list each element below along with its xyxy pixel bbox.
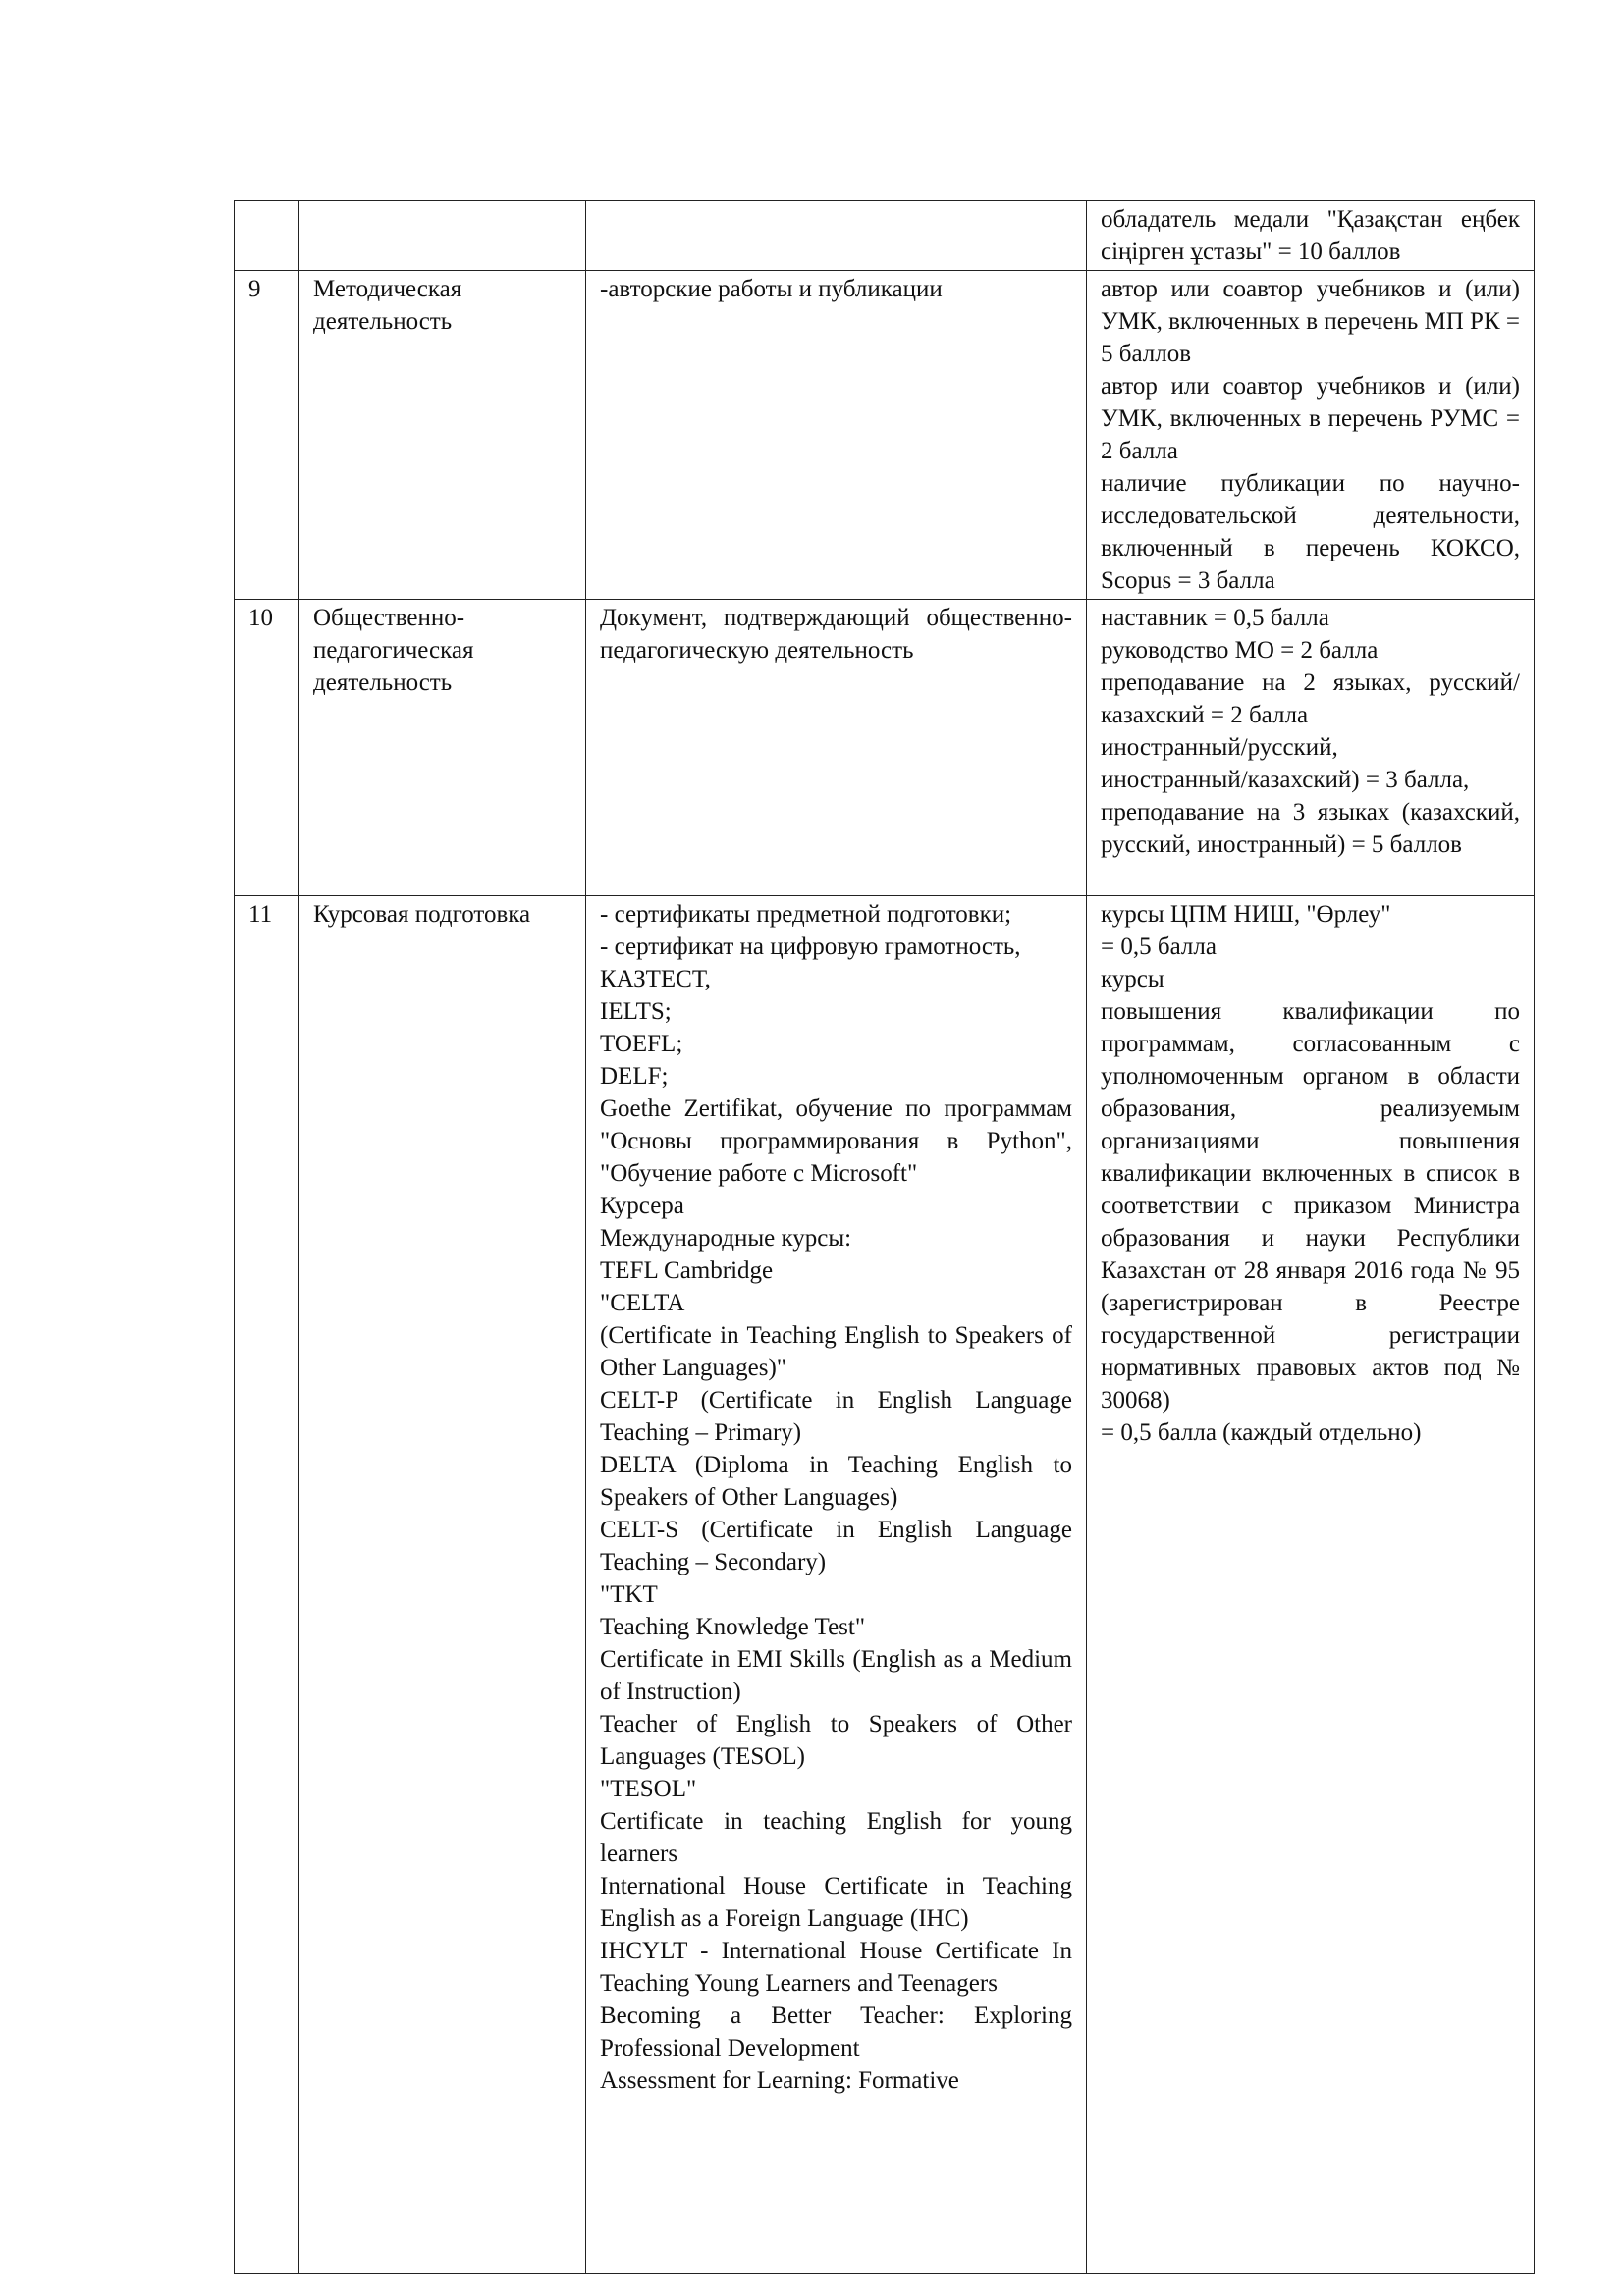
document-line: - сертификат на цифровую грамотность,: [600, 934, 1021, 960]
table-row: [235, 271, 1535, 600]
activity-area: Методическая деятельность: [299, 271, 586, 600]
document-line: Курсера: [600, 1193, 684, 1219]
document-line: International House Certificate in Teaching English as a Foreign Language (IHC): [600, 1873, 1072, 1932]
document-line: (Certificate in Teaching English to Speakers of Other Languages)": [600, 1322, 1072, 1381]
criteria-line: повышения квалификации по программам, согласованным с уполномоченным органом в области образования, реализуемым организациями повышения квалификации включенных в список в соответствии с приказом Министра образования и науки Республики Казахстан от 28 января 2016 года № 95 (зарегистрирован в Реестре государственной регистрации нормативных правовых актов под № 30068): [1101, 998, 1520, 1414]
criteria-line: курсы: [1101, 966, 1164, 992]
document-line: CELT-S (Certificate in English Language Teaching – Secondary): [600, 1517, 1072, 1575]
criteria-line: преподавание на 3 языках (казахский, русский, иностранный) = 5 баллов: [1101, 799, 1520, 858]
criteria-line: автор или соавтор учебников и (или) УМК, включенных в перечень МП РК = 5 баллов: [1101, 276, 1520, 367]
document-cell: [586, 201, 1087, 271]
document-line: Teaching Knowledge Test": [600, 1614, 866, 1640]
document-line: Becoming a Better Teacher: Exploring Professional Development: [600, 2002, 1072, 2061]
document-line: КАЗТЕСТ,: [600, 966, 711, 992]
document-line: Документ, подтверждающий общественно-педагогическую деятельность: [600, 605, 1072, 664]
activity-area: Курсовая подготовка: [299, 896, 586, 2274]
document-line: Goethe Zertifikat, обучение по программам "Основы программирования в Python", "Обучение работе с Microsoft": [600, 1095, 1072, 1187]
criteria-line: наставник = 0,5 балла: [1101, 605, 1329, 631]
document-line: Assessment for Learning: Formative: [600, 2067, 959, 2094]
document-line: TOEFL;: [600, 1031, 683, 1057]
activity-area: Общественно-педагогическая деятельность: [299, 600, 586, 896]
document-line: Certificate in EMI Skills (English as a Medium of Instruction): [600, 1646, 1072, 1705]
criteria-cell: [1087, 896, 1535, 2274]
document-line: IELTS;: [600, 998, 672, 1025]
row-number: 11: [235, 896, 299, 2274]
activity-area: [299, 201, 586, 271]
criteria-line: = 0,5 балла (каждый отдельно): [1101, 1419, 1422, 1446]
document-line: DELTA (Diploma in Teaching English to Speakers of Other Languages): [600, 1452, 1072, 1511]
row-number: 10: [235, 600, 299, 896]
document-cell: [586, 600, 1087, 896]
table-row: [235, 201, 1535, 271]
criteria-cell: [1087, 271, 1535, 600]
table-row: [235, 600, 1535, 896]
document-line: DELF;: [600, 1063, 669, 1090]
document-cell: [586, 896, 1087, 2274]
row-number: [235, 201, 299, 271]
criteria-line: наличие публикации по научно-исследовательской деятельности, включенный в перечень КОКСО, Scopus = 3 балла: [1101, 470, 1520, 594]
criteria-line: курсы ЦПМ НИШ, "Өрлеу": [1101, 901, 1391, 928]
document-line: TEFL Cambridge: [600, 1257, 774, 1284]
criteria-line: иностранный/русский,: [1101, 734, 1338, 761]
document-line: "TESOL": [600, 1776, 697, 1802]
document-line: -авторские работы и публикации: [600, 276, 943, 302]
criteria-line: руководство МО = 2 балла: [1101, 637, 1379, 664]
table-row: [235, 896, 1535, 2274]
document-line: Certificate in teaching English for young learners: [600, 1808, 1072, 1867]
row-number: 9: [235, 271, 299, 600]
criteria-table: [234, 200, 1535, 2274]
document-line: IHCYLT - International House Certificate In Teaching Young Learners and Teenagers: [600, 1938, 1072, 1997]
criteria-line: иностранный/казахский) = 3 балла,: [1101, 767, 1470, 793]
criteria-line: преподавание на 2 языках, русский/казахский = 2 балла: [1101, 669, 1520, 728]
document-line: - сертификаты предметной подготовки;: [600, 901, 1012, 928]
document-line: "TKT: [600, 1581, 658, 1608]
document-line: "CELTA: [600, 1290, 685, 1316]
document-line: Teacher of English to Speakers of Other Languages (TESOL): [600, 1711, 1072, 1770]
criteria-cell: [1087, 201, 1535, 271]
document-line: CELT-P (Certificate in English Language Teaching – Primary): [600, 1387, 1072, 1446]
document-cell: [586, 271, 1087, 600]
criteria-line: автор или соавтор учебников и (или) УМК, включенных в перечень РУМС = 2 балла: [1101, 373, 1520, 464]
criteria-line: обладатель медали "Қазақстан еңбек сіңірген ұстазы" = 10 баллов: [1101, 206, 1520, 265]
document-line: Международные курсы:: [600, 1225, 852, 1252]
criteria-line: = 0,5 балла: [1101, 934, 1217, 960]
criteria-cell: [1087, 600, 1535, 896]
